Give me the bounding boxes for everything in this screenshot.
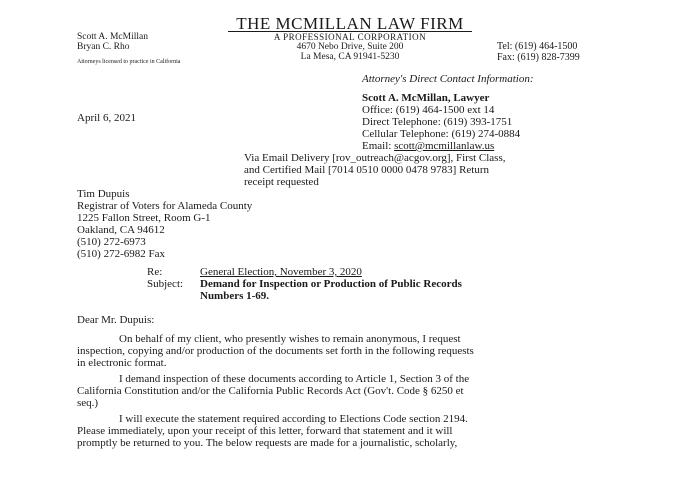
firm-subtitle: A PROFESSIONAL CORPORATION xyxy=(273,32,427,42)
subject-label: Subject: xyxy=(147,278,184,290)
firm-address-line1: 4670 Nebo Drive, Suite 200 xyxy=(296,42,404,52)
recipient-title: Registrar of Voters for Alameda County xyxy=(77,200,253,212)
recipient-phone: (510) 272-6973 xyxy=(77,236,146,248)
paragraph-2-line-2: California Constitution and/or the California Public Records Act (Gov't. Code § 6250 et xyxy=(77,385,464,397)
contact-direct-phone: Direct Telephone: (619) 393-1751 xyxy=(362,116,513,128)
paragraph-2-line-3: seq.) xyxy=(77,397,99,409)
contact-name: Scott A. McMillan, Lawyer xyxy=(362,92,490,104)
recipient-city: Oakland, CA 94612 xyxy=(77,224,165,236)
salutation: Dear Mr. Dupuis: xyxy=(77,314,155,326)
paragraph-3-line-3: promptly be returned to you. The below requests are made for a journalistic, scholarly, xyxy=(77,437,458,449)
recipient-fax: (510) 272-6982 Fax xyxy=(77,248,165,260)
recipient-street: 1225 Fallon Street, Room G-1 xyxy=(77,212,211,224)
recipient-name: Tim Dupuis xyxy=(77,188,130,200)
delivery-line-2: and Certified Mail [7014 0510 0000 0478 9783] Return xyxy=(244,164,490,176)
paragraph-1-line-2: inspection, copying and/or production of the documents set forth in the following requests xyxy=(77,345,474,357)
contact-heading: Attorney's Direct Contact Information: xyxy=(362,73,534,85)
paragraph-2-line-1: I demand inspection of these documents according to Article 1, Section 3 of the xyxy=(119,373,470,385)
contact-cell-phone: Cellular Telephone: (619) 274-0884 xyxy=(362,128,521,140)
contact-email-label: Email: xyxy=(362,140,395,152)
contact-email-link[interactable]: scott@mcmillanlaw.us xyxy=(394,140,495,152)
subject-line-2: Numbers 1-69. xyxy=(200,290,270,302)
firm-address-line2: La Mesa, CA 91941-5230 xyxy=(300,52,400,62)
paragraph-3-line-1: I will execute the statement required according to Elections Code section 2194. xyxy=(119,413,468,425)
firm-fax: Fax: (619) 828-7399 xyxy=(497,52,580,63)
paragraph-1-line-1: On behalf of my client, who presently wishes to remain anonymous, I request xyxy=(119,333,461,345)
paragraph-1-line-3: in electronic format. xyxy=(77,357,167,369)
delivery-line-3: receipt requested xyxy=(244,176,319,188)
attorney-name-1: Scott A. McMillan xyxy=(77,32,148,42)
re-label: Re: xyxy=(147,266,163,278)
subject-line-1: Demand for Inspection or Production of Public Records xyxy=(200,278,462,290)
license-note: Attorneys licensed to practice in California xyxy=(77,59,181,65)
firm-name: THE MCMILLAN LAW FIRM xyxy=(236,14,464,33)
attorney-name-2: Bryan C. Rho xyxy=(77,42,130,52)
firm-telephone: Tel: (619) 464-1500 xyxy=(497,41,578,52)
delivery-line-1: Via Email Delivery [rov_outreach@acgov.org], First Class, xyxy=(244,152,506,164)
contact-email-row xyxy=(362,140,494,153)
paragraph-3-line-2: Please immediately, upon your receipt of this letter, forward that statement and it will xyxy=(77,425,453,437)
letter-date: April 6, 2021 xyxy=(77,112,136,124)
contact-office: Office: (619) 464-1500 ext 14 xyxy=(362,104,495,116)
re-value: General Election, November 3, 2020 xyxy=(200,266,362,278)
